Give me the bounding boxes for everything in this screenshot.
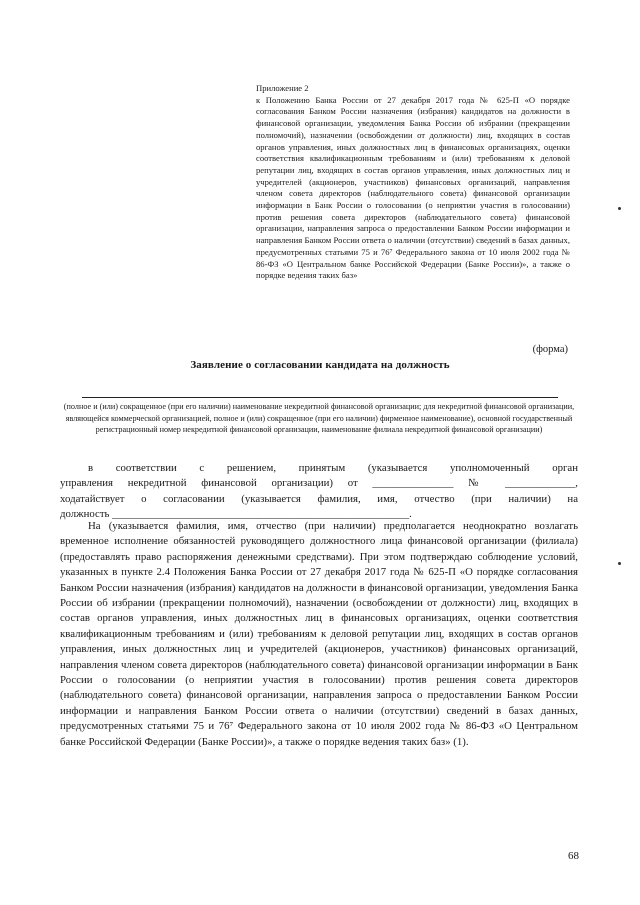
- scan-speck: [618, 207, 621, 210]
- paragraph1-line4: должность _______________________________________________________.: [60, 507, 412, 520]
- appendix-header: [256, 83, 570, 282]
- document-title: Заявление о согласовании кандидата на должность: [190, 359, 450, 371]
- paragraph1-line2: управления некредитной финансовой организации) от _______________ № _____________,: [60, 477, 578, 490]
- appendix-reference-text: к Положению Банка России от 27 декабря 2017 года № 625-П «О порядке согласования Банком России назначения (избрания) кандидатов на должности в финансовой организации, уведомления Банка России об избрании (прекращении полномочий), назначении (освобождении от должности) лиц, входящих в состав органов управления, иных должностных лиц в финансовых организациях, оценки соответствия квалификационным требованиям и (или) требованиям к деловой репутации лиц, входящих в состав органов управления, иных должностных лиц и учредителей (акционеров, участников) финансовых организаций, направления членом совета директоров (наблюдательного совета) финансовой организации информации в Банк России о голосовании (о неприятии участия в голосовании) против решения совета директоров (наблюдательного совета) финансовой организации, направления запроса о предоставлении Банком России информации и направления Банком России ответа о наличии (отсутствии) сведений в базах данных, предусмотренных статьями 75 и 76⁷ Федерального закона от 10 июля 2002 года № 86-ФЗ «О Центральном банке Российской Федерации (Банке России)», а также о порядке ведения таких баз»: [256, 94, 570, 281]
- application-paragraph-1: [60, 461, 578, 522]
- page-number: 68: [568, 850, 579, 862]
- organization-name-caption: (полное и (или) сокращенное (при его наличии) наименование некредитной финансовой организации; для некредитной финансовой организации, являющейся коммерческой организацией, полное и (или) сокращенное (при его наличии) фирменное наименование), основной государственный регистрационный номер некредитной финансовой организации, наименование филиала некредитной финансовой организации): [63, 402, 575, 434]
- appendix-label: Приложение 2: [256, 83, 309, 93]
- form-mark: (форма): [532, 344, 568, 355]
- paragraph1-line1: в соответствии с решением, принятым (указывается уполномоченный орган: [88, 462, 578, 474]
- scan-speck: [618, 562, 621, 565]
- application-paragraph-2: На (указывается фамилия, имя, отчество (при наличии) предполагается неоднократно возлагать временное исполнение обязанностей руководящего должностного лица финансовой организации (филиала) (предоставлять право распоряжения денежными средствами). При этом подтверждаю соблюдение условий, указанных в пункте 2.4 Положения Банка России от 27 декабря 2017 года № 625-П «О порядке согласования Банком России назначения (избрания) кандидатов на должности в финансовой организации, уведомления Банка России об избрании (прекращении полномочий), назначении (освобождении от должности) лиц, входящих в состав органов управления, иных должностных лиц в финансовых организациях, оценки соответствия квалификационным требованиям и (или) требованиям к деловой репутации лиц, входящих в состав органов управления, иных должностных лиц и учредителей (акционеров, участников) финансовых организаций, направления членом совета директоров (наблюдательного совета) финансовой организации информации в Банк России о голосовании (о неприятии участия в голосовании) против решения совета директоров (наблюдательного совета) финансовой организации, направления запроса о предоставлении Банком России информации и направления Банком России ответа о наличии (отсутствии) сведений в базах данных, предусмотренных статьями 75 и 76⁷ Федерального закона от 10 июля 2002 года № 86-ФЗ «О Центральном банке Российской Федерации (Банке России)», а также о порядке ведения таких баз» (1).: [60, 520, 578, 748]
- organization-name-blank-line: [82, 397, 558, 398]
- paragraph1-line3: ходатайствует о согласовании (указывается фамилия, имя, отчество (при наличии) на: [60, 492, 578, 505]
